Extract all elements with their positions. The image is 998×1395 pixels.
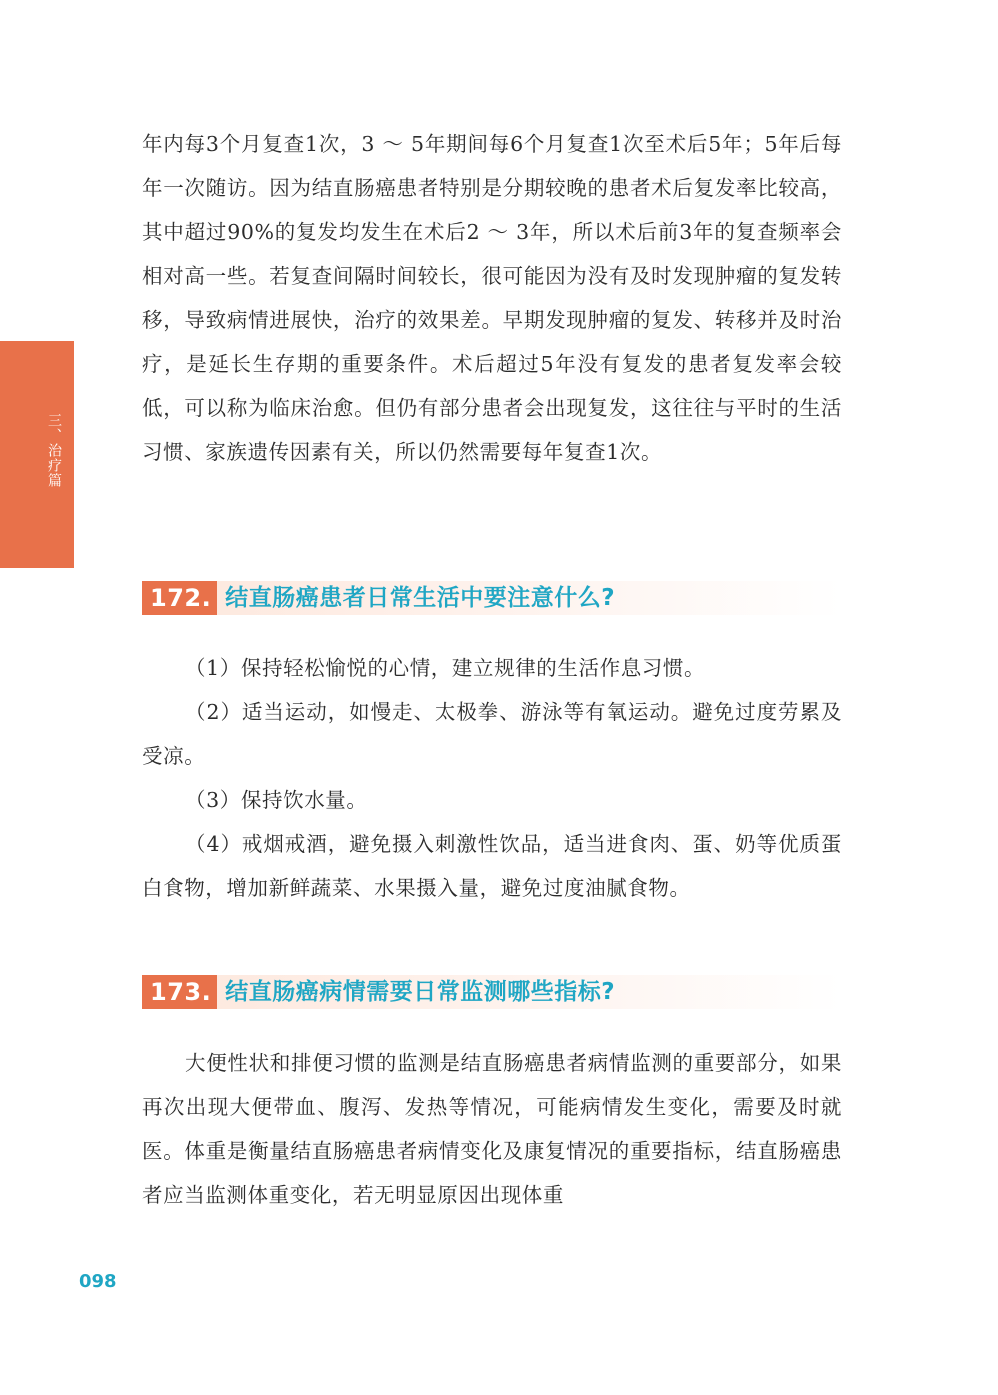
chapter-side-tab [0, 341, 74, 568]
list-item: （1）保持轻松愉悦的心情，建立规律的生活作息习惯。 [185, 656, 706, 680]
list-item: （4）戒烟戒酒，避免摄入刺激性饮品，适当进食肉、蛋、奶等优质蛋白食物，增加新鲜蔬菜、水果摄入量，避免过度油腻食物。 [142, 832, 842, 900]
question-172-heading [142, 581, 842, 615]
chapter-side-tab-label: 三、治疗篇 [46, 413, 62, 488]
question-173-body [142, 1041, 842, 1217]
question-172-title: 结直肠癌患者日常生活中要注意什么? [225, 585, 616, 611]
question-173-number: 173. [142, 975, 217, 1009]
intro-section [142, 122, 842, 474]
question-173-title: 结直肠癌病情需要日常监测哪些指标? [225, 979, 616, 1005]
intro-paragraph: 年内每3个月复查1次，3 ～ 5年期间每6个月复查1次至术后5年；5年后每年一次随访。因为结直肠癌患者特别是分期较晚的患者术后复发率比较高，其中超过90%的复发均发生在术后2 ～ 3年，所以术后前3年的复查频率会相对高一些。若复查间隔时间较长，很可能因为没有及时发现肿瘤的复发转移，导致病情进展快，治疗的效果差。早期发现肿瘤的复发、转移并及时治疗，是延长生存期的重要条件。术后超过5年没有复发的患者复发率会较低，可以称为临床治愈。但仍有部分患者会出现复发，这往往与平时的生活习惯、家族遗传因素有关，所以仍然需要每年复查1次。 [142, 132, 842, 464]
question-173-paragraph: 大便性状和排便习惯的监测是结直肠癌患者病情监测的重要部分，如果再次出现大便带血、腹泻、发热等情况，可能病情发生变化，需要及时就医。体重是衡量结直肠癌患者病情变化及康复情况的重要指标，结直肠癌患者应当监测体重变化，若无明显原因出现体重 [142, 1051, 842, 1207]
question-172-number: 172. [142, 581, 217, 615]
page-number: 098 [79, 1271, 117, 1292]
list-item: （3）保持饮水量。 [185, 788, 368, 812]
list-item: （2）适当运动，如慢走、太极拳、游泳等有氧运动。避免过度劳累及受凉。 [142, 700, 842, 768]
question-173-heading [142, 975, 842, 1009]
question-172-body [142, 646, 842, 910]
